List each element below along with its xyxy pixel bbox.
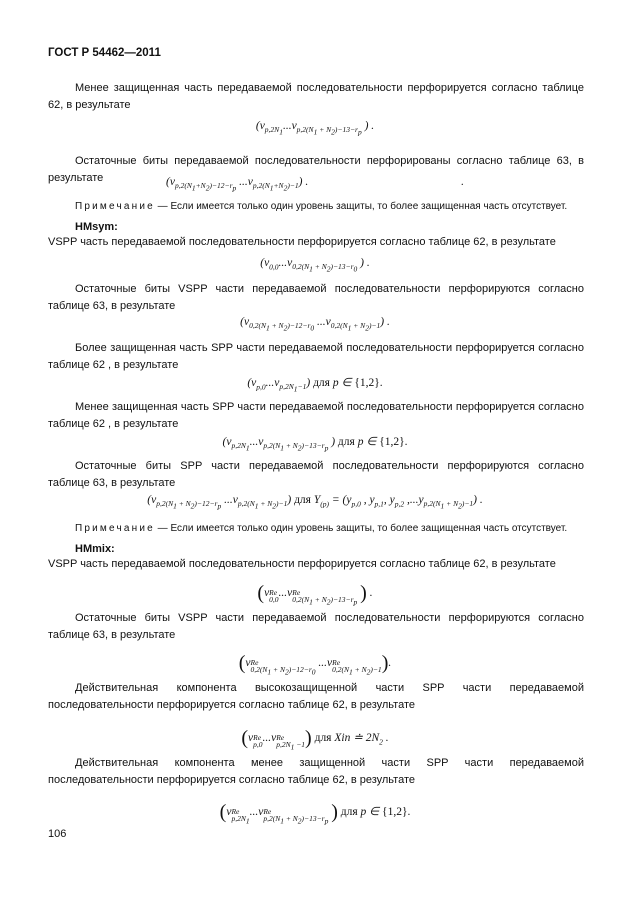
paragraph: Менее защищенная часть SPP части передаваемой последовательности перфорируется согласно таблице 62 , в результате [48, 401, 584, 430]
formula: (vRe 0,0...vRe $0,2(N_1 + N_2)-13-r_p$ ) . [257, 582, 373, 607]
formula: (vRe $0,2(N_1 + N_2)-12-r_0$ ...vRe $0,2(N_1 + N_2)-1$). [238, 652, 392, 677]
formula: ($v_{p,2(N_1+N_2)-12-r_p}$ $...v_{p,2(N_1+N_2)-1}$) . . [166, 176, 464, 193]
formula: ($v_{0,2(N_1 + N_2)-12-r_0}$ $...v_{0,2(N_1 + N_2)-1}$) . [240, 316, 390, 333]
formula: $(v_{p,0}...v_{p,2N_1-1})$ для p ∈ {1,2}. [247, 377, 383, 394]
paragraph: Менее защищенная часть передаваемой последовательности перфорируется согласно таблице 62, в результате [48, 82, 584, 111]
paragraph: Действительная компонента высокозащищенной части SPP части передаваемой последовательности перфорируется согласно таблице 62, в результате [48, 682, 584, 711]
paragraph: Остаточные биты передаваемой последовательности перфорированы согласно таблице 63, в результате [48, 155, 584, 184]
paragraph: Остаточные биты VSPP части передаваемой последовательности перфорируются согласно таблице 63, в результате [48, 283, 584, 312]
formula: ($v_{0,0}...v_{0,2(N_1 + N_2)-13-r_0}$ ) . [260, 257, 370, 274]
formula: ($v_{p,2(N_1 + N_2)-12-r_p}$ $...v_{p,2(N_1 + N_2)-1}$) для $Y_{(p)} = (y_{p,0}$ , $y_{p,1}$, $y_{p,2}$ $,...y_{p,2(N_1 + N_2)-1}$) . [147, 494, 483, 511]
formula: ($v_{p,2N_1}...v_{p,2(N_1 + N_2)-13-r_p}$ ) для p ∈ {1,2}. [222, 436, 408, 453]
document-header: ГОСТ Р 54462—2011 [48, 47, 161, 59]
paragraph: Остаточные биты VSPP части передаваемой последовательности перфорируются согласно таблице 63, в результате [48, 612, 584, 641]
formula: (vRe p,0...vRe $p,2N_1 -1$) для Xin ≐ $2N_2$ . [241, 727, 389, 752]
paragraph: VSPP часть передаваемой последовательности перфорируется согласно таблице 62, в результате [48, 236, 556, 248]
note: Примечание — Если имеется только один уровень защиты, то более защищенная часть отсутствует. [75, 523, 568, 534]
section-label-hmsym: HMsym: [75, 221, 118, 233]
page-number: 106 [48, 828, 67, 840]
paragraph: Действительная компонента менее защищенной части SPP части передаваемой последовательности перфорируется согласно таблице 62, в результате [48, 757, 584, 786]
section-label-hmmix: HMmix: [75, 543, 115, 555]
formula: ($v_{p,2N_1}...v_{p,2(N_1 + N_2)-13-r_p}$ ) . [255, 120, 375, 137]
formula: (vRe $p,2N_1...vRe$ $p,2(N_1 + N_2)-13-r_p$ ) для p ∈ {1,2}. [219, 801, 411, 826]
paragraph: VSPP часть передаваемой последовательности перфорируется согласно таблице 62, в результате [48, 558, 556, 570]
paragraph: Остаточные биты SPP части передаваемой последовательности перфорируются согласно таблице 63, в результате [48, 460, 584, 489]
note: Примечание — Если имеется только один уровень защиты, то более защищенная часть отсутствует. [75, 201, 568, 212]
paragraph: Более защищенная часть SPP части передаваемой последовательности перфорируется согласно таблице 62 , в результате [48, 342, 584, 371]
